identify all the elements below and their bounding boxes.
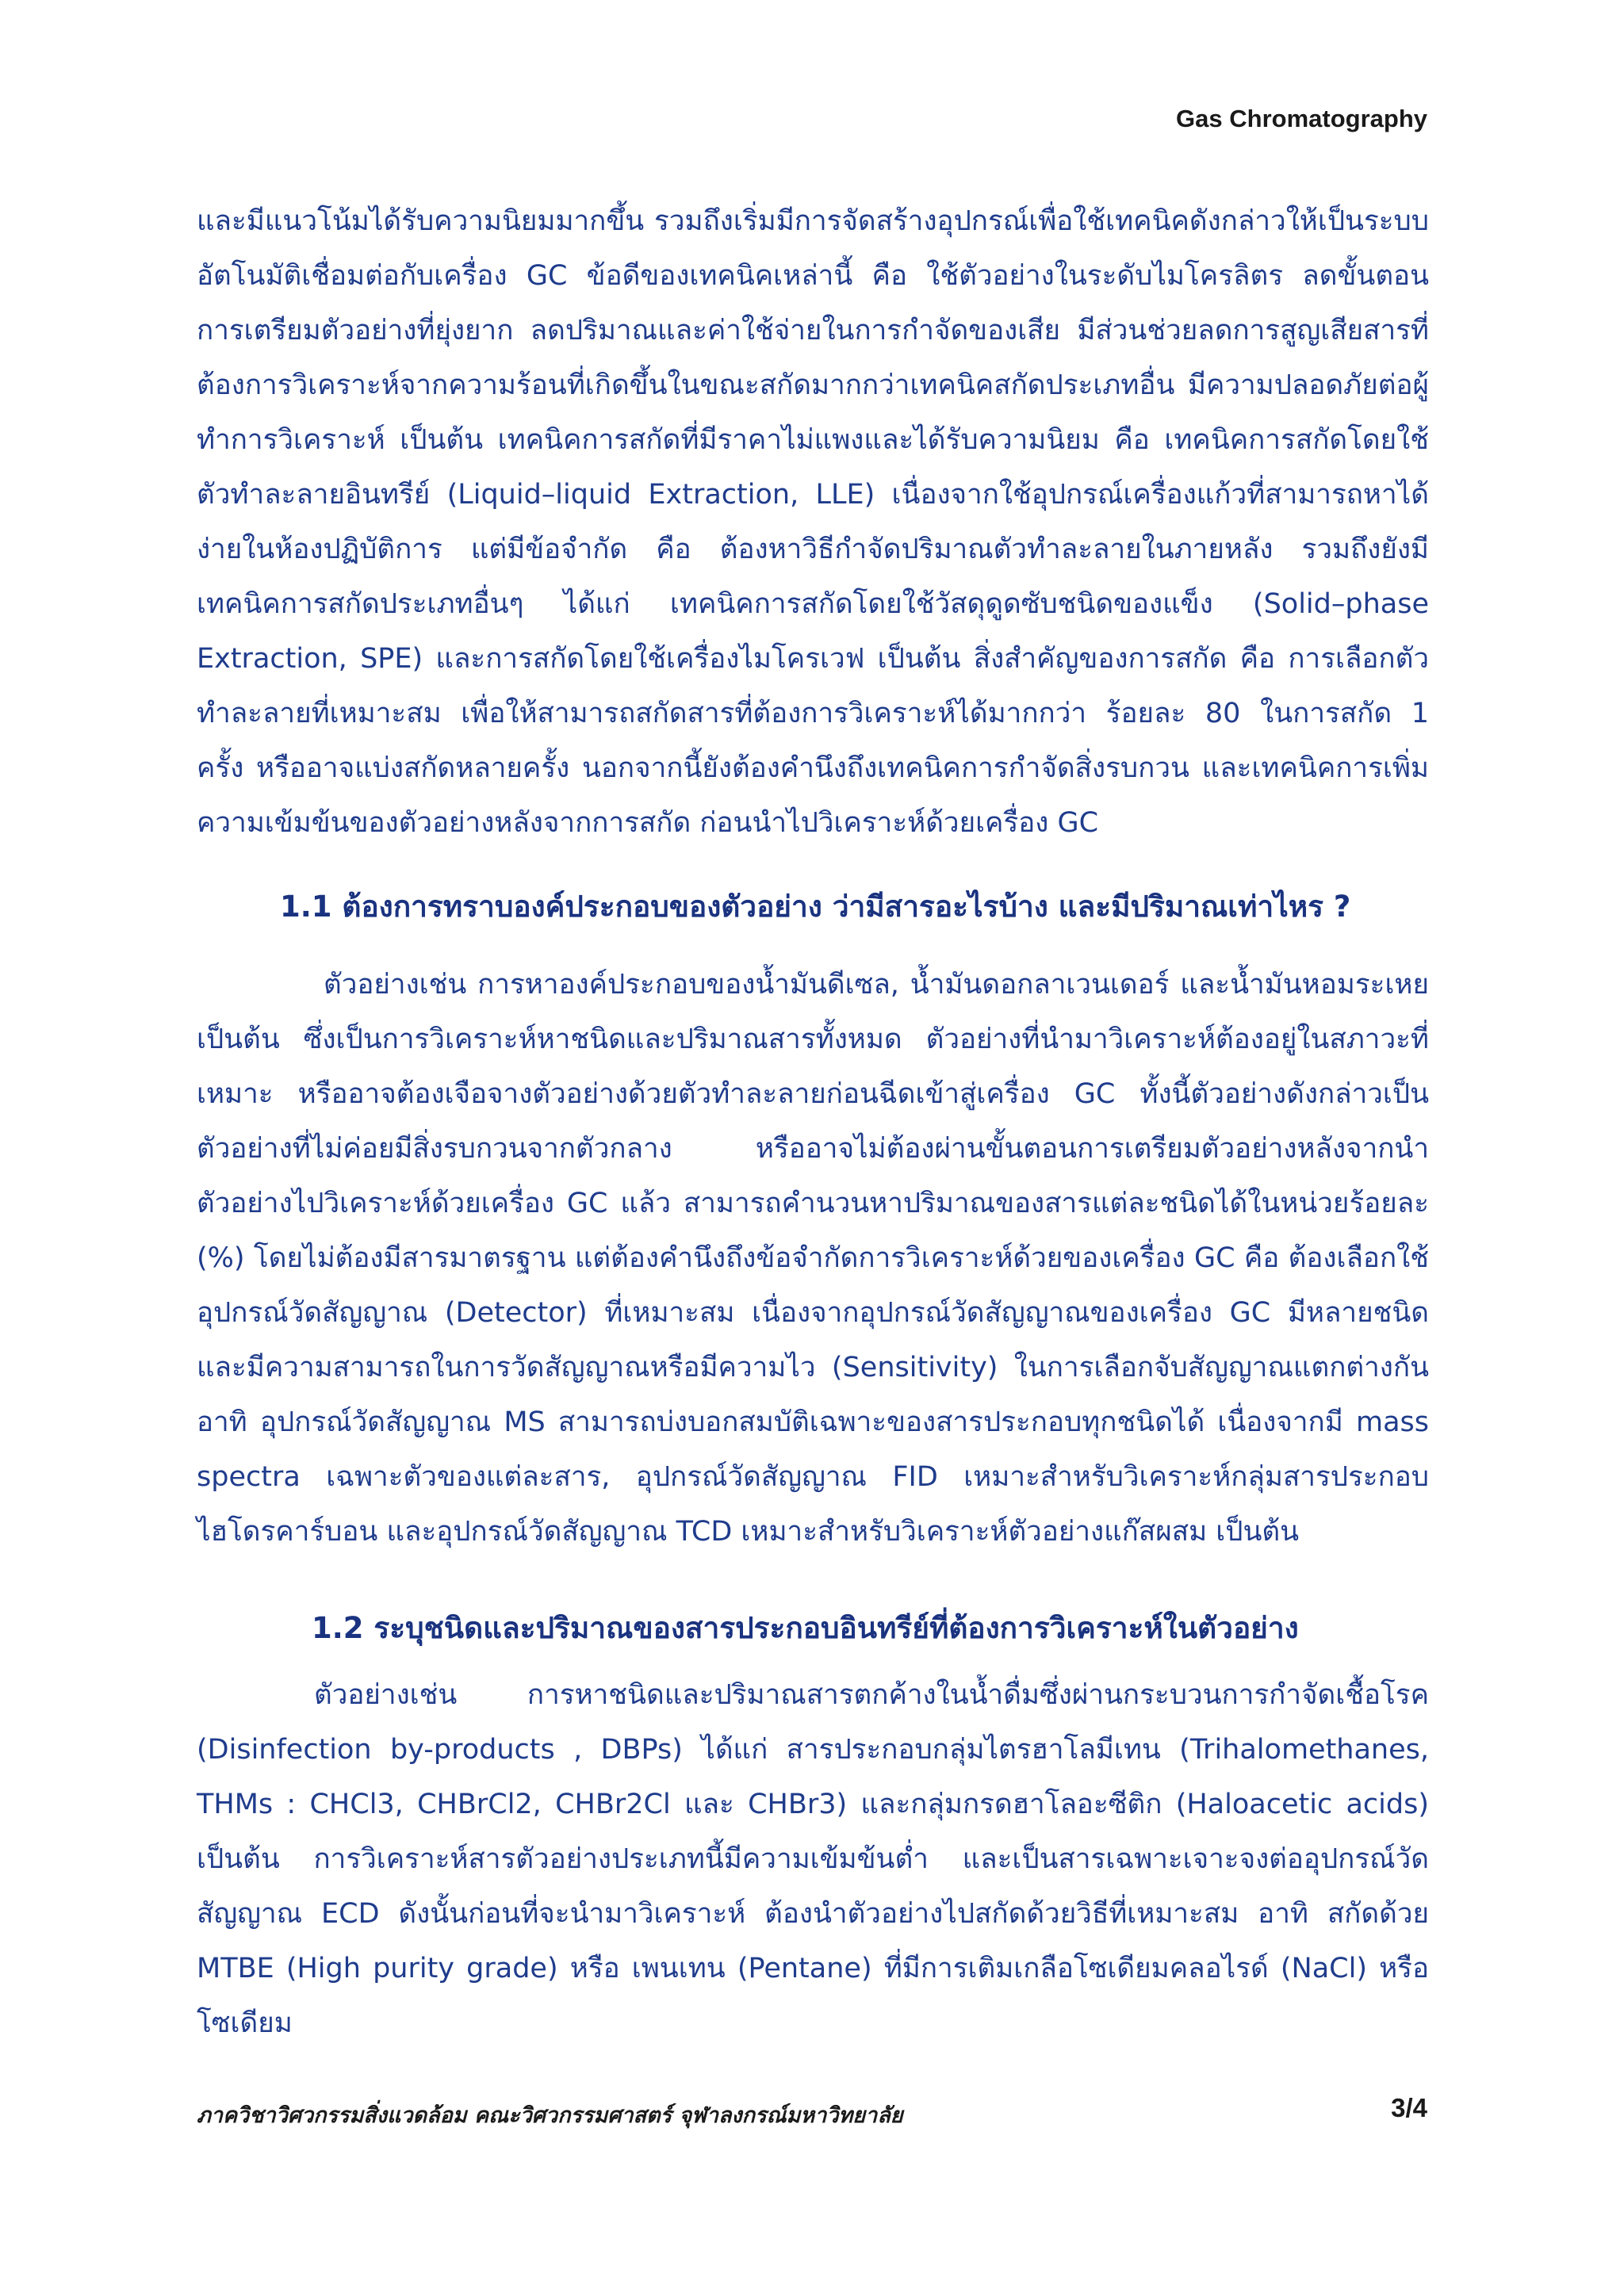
footer-department: ภาควิชาวิศวกรรมสิ่งแวดล้อม คณะวิศวกรรมศาสตร์ จุฬาลงกรณ์มหาวิทยาลัย	[197, 2103, 903, 2128]
section-1-2-paragraph: ตัวอย่างเช่น การหาชนิดและปริมาณสารตกค้างในน้ำดื่มซึ่งผ่านกระบวนการกำจัดเชื้อโรค (Disinfection by-products , DBPs) ได้แก่ สารประกอบกลุ่มไตรฮาโลมีเทน (Trihalomethanes, THMs : CHCl3, CHBrCl2, CHBr2Cl และ CHBr3) และกลุ่มกรดฮาโลอะซีติก (Haloacetic acids) เป็นต้น การวิเคราะห์สารตัวอย่างประเภทนี้มีความเข้มข้นต่ำ และเป็นสารเฉพาะเจาะจงต่ออุปกรณ์วัดสัญญาณ ECD ดังนั้นก่อนที่จะนำมาวิเคราะห์ ต้องนำตัวอย่างไปสกัดด้วยวิธีที่เหมาะสม อาทิ สกัดด้วย MTBE (High purity grade) หรือ เพนเทน (Pentane) ที่มีการเติมเกลือโซเดียมคลอไรด์ (NaCl) หรือ โซเดียม	[197, 1679, 1429, 2039]
intro-paragraph: และมีแนวโน้มได้รับความนิยมมากขึ้น รวมถึงเริ่มมีการจัดสร้างอุปกรณ์เพื่อใช้เทคนิคดังกล่าวให้เป็นระบบอัตโนมัติเชื่อมต่อกับเครื่อง GC ข้อดีของเทคนิคเหล่านี้ คือ ใช้ตัวอย่างในระดับไมโครลิตร ลดขั้นตอนการเตรียมตัวอย่างที่ยุ่งยาก ลดปริมาณและค่าใช้จ่ายในการกำจัดของเสีย มีส่วนช่วยลดการสูญเสียสารที่ต้องการวิเคราะห์จากความร้อนที่เกิดขึ้นในขณะสกัดมากกว่าเทคนิคสกัดประเภทอื่น มีความปลอดภัยต่อผู้ทำการวิเคราะห์ เป็นต้น เทคนิคการสกัดที่มีราคาไม่แพงและได้รับความนิยม คือ เทคนิคการสกัดโดยใช้ตัวทำละลายอินทรีย์ (Liquid–liquid Extraction, LLE) เนื่องจากใช้อุปกรณ์เครื่องแก้วที่สามารถหาได้ง่ายในห้องปฏิบัติการ แต่มีข้อจำกัด คือ ต้องหาวิธีกำจัดปริมาณตัวทำละลายในภายหลัง รวมถึงยังมีเทคนิคการสกัดประเภทอื่นๆ ได้แก่ เทคนิคการสกัดโดยใช้วัสดุดูดซับชนิดของแข็ง (Solid–phase Extraction, SPE) และการสกัดโดยใช้เครื่องไมโครเวฟ เป็นต้น สิ่งสำคัญของการสกัด คือ การเลือกตัวทำละลายที่เหมาะสม เพื่อให้สามารถสกัดสารที่ต้องการวิเคราะห์ได้มากกว่า ร้อยละ 80 ในการสกัด 1 ครั้ง หรืออาจแบ่งสกัดหลายครั้ง นอกจากนี้ยังต้องคำนึงถึงเทคนิคการกำจัดสิ่งรบกวน และเทคนิคการเพิ่มความเข้มข้นของตัวอย่างหลังจากการสกัด ก่อนนำไปวิเคราะห์ด้วยเครื่อง GC	[197, 205, 1429, 839]
page-number: 3/4	[1391, 2093, 1427, 2122]
running-header-title: Gas Chromatography	[1176, 105, 1427, 132]
document-body	[197, 194, 1429, 2051]
section-1-2-heading: 1.2 ระบุชนิดและปริมาณของสารประกอบอินทรีย์ที่ต้องการวิเคราะห์ในตัวอย่าง	[312, 1611, 1299, 1645]
section-1-1-heading: 1.1 ต้องการทราบองค์ประกอบของตัวอย่าง ว่ามีสารอะไรบ้าง และมีปริมาณเท่าไหร ?	[280, 890, 1351, 924]
section-1-1-paragraph: ตัวอย่างเช่น การหาองค์ประกอบของน้ำมันดีเซล, น้ำมันดอกลาเวนเดอร์ และน้ำมันหอมระเหย เป็นต้น ซึ่งเป็นการวิเคราะห์หาชนิดและปริมาณสารทั้งหมด ตัวอย่างที่นำมาวิเคราะห์ต้องอยู่ในสภาวะที่เหมาะ หรืออาจต้องเจือจางตัวอย่างด้วยตัวทำละลายก่อนฉีดเข้าสู่เครื่อง GC ทั้งนี้ตัวอย่างดังกล่าวเป็นตัวอย่างที่ไม่ค่อยมีสิ่งรบกวนจากตัวกลาง หรืออาจไม่ต้องผ่านขั้นตอนการเตรียมตัวอย่างหลังจากนำตัวอย่างไปวิเคราะห์ด้วยเครื่อง GC แล้ว สามารถคำนวนหาปริมาณของสารแต่ละชนิดได้ในหน่วยร้อยละ (%) โดยไม่ต้องมีสารมาตรฐาน แต่ต้องคำนึงถึงข้อจำกัดการวิเคราะห์ด้วยของเครื่อง GC คือ ต้องเลือกใช้อุปกรณ์วัดสัญญาณ (Detector) ที่เหมาะสม เนื่องจากอุปกรณ์วัดสัญญาณของเครื่อง GC มีหลายชนิด และมีความสามารถในการวัดสัญญาณหรือมีความไว (Sensitivity) ในการเลือกจับสัญญาณแตกต่างกัน อาทิ อุปกรณ์วัดสัญญาณ MS สามารถบ่งบอกสมบัติเฉพาะของสารประกอบทุกชนิดได้ เนื่องจากมี mass spectra เฉพาะตัวของแต่ละสาร, อุปกรณ์วัดสัญญาณ FID เหมาะสำหรับวิเคราะห์กลุ่มสารประกอบไฮโดรคาร์บอน และอุปกรณ์วัดสัญญาณ TCD เหมาะสำหรับวิเคราะห์ตัวอย่างแก๊สผสม เป็นต้น	[197, 969, 1429, 1548]
